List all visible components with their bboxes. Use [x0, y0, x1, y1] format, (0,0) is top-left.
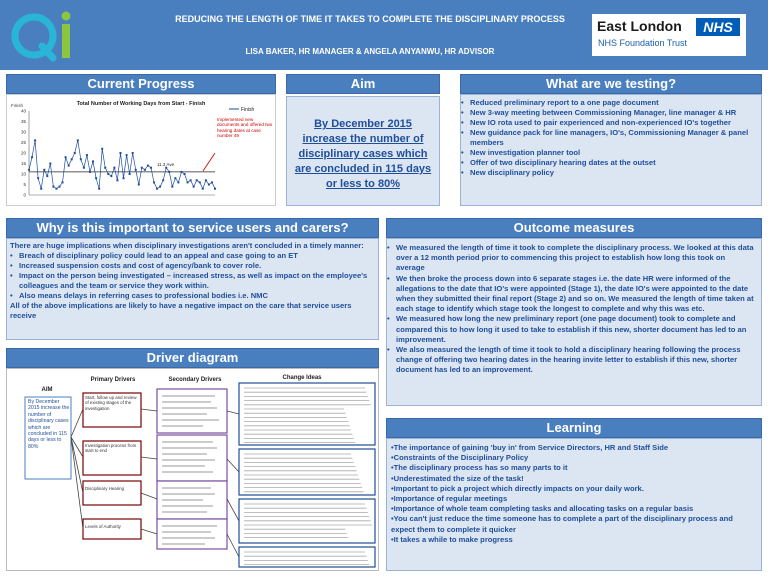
driver-col-change: Change Ideas: [282, 375, 322, 381]
why-item: • Increased suspension costs and cost of agency/bank to cover role.: [10, 261, 375, 271]
why-intro: There are huge implications when disciplinary investigations aren't concluded in a timely manner:: [10, 241, 364, 250]
data-point: [55, 188, 57, 190]
why-item: • Breach of disciplinary policy could lead to an appeal and case going to an ET: [10, 251, 375, 261]
data-point: [62, 181, 64, 183]
learning-item: •Important to pick a project which directly impacts on your daily work.: [391, 483, 644, 493]
data-point: [168, 171, 170, 173]
data-point: [193, 186, 195, 188]
y-tick-label: 15: [20, 161, 26, 166]
nhs-badge-icon: NHS: [696, 18, 740, 36]
primary-driver-3: Disciplinary Hearing: [85, 486, 125, 491]
data-point: [31, 156, 33, 158]
data-point: [104, 167, 106, 169]
aim-text: [287, 97, 439, 212]
data-point: [214, 188, 216, 190]
data-point: [144, 169, 146, 171]
testing-panel: [460, 94, 762, 206]
why-text: [7, 239, 378, 323]
testing-item: • Offer of two disciplinary hearing dates at the outset: [461, 158, 756, 168]
data-point: [80, 158, 82, 160]
testing-item: • New investigation planner tool: [461, 148, 756, 158]
driver-diagram: [6, 368, 379, 571]
logo-trust-name: East London: [597, 18, 682, 34]
learning-panel: [386, 438, 762, 571]
data-point: [58, 186, 60, 188]
data-point: [77, 139, 79, 141]
chart-annotation: Implemented new documents and offered two hearing dates at case number 49: [217, 117, 273, 139]
data-point: [89, 171, 91, 173]
data-point: [180, 171, 182, 173]
driver-heading: Driver diagram: [6, 348, 379, 368]
data-point: [199, 181, 201, 183]
data-point: [28, 169, 30, 171]
data-point: [190, 179, 192, 181]
outcome-list: [387, 239, 761, 380]
data-point: [119, 152, 121, 154]
data-point: [132, 152, 134, 154]
data-point: [174, 177, 176, 179]
current-progress-heading: Current Progress: [6, 74, 276, 94]
testing-item: • New guidance pack for line managers, IO's, Commissioning Manager & panel members: [461, 128, 756, 148]
data-point: [141, 167, 143, 169]
data-point: [110, 175, 112, 177]
data-point: [123, 177, 125, 179]
why-item: • Impact on the person being investigated – increased stress, as well as impact on the employee's colleagues and the team or service they work within.: [10, 271, 375, 291]
why-heading: Why is this important to service users and carers?: [6, 218, 379, 238]
data-point: [153, 181, 155, 183]
data-point: [37, 177, 39, 179]
data-point: [205, 179, 207, 181]
driver-col-aim: AIM: [41, 387, 53, 393]
legend-label: Finish: [241, 107, 255, 113]
y-tick-label: 5: [23, 182, 26, 187]
data-point: [49, 163, 51, 165]
run-chart-svg: [7, 95, 275, 205]
data-point: [101, 148, 103, 150]
why-outro: All of the above implications are likely to have a negative impact on the care that service users receive: [10, 301, 352, 320]
data-point: [138, 184, 140, 186]
data-point: [65, 156, 67, 158]
y-tick-label: 10: [20, 171, 26, 177]
outcome-item: • We measured the length of time it took to complete the disciplinary process. We looked at this data over a 12 month period prior to commencing this project to establish how long this took on average: [387, 243, 755, 274]
learning-item: •Importance of whole team completing tasks and allocating tasks on a regular basis: [391, 504, 694, 514]
data-point: [86, 154, 88, 156]
poster-header: [0, 0, 768, 70]
data-point: [98, 188, 100, 190]
data-point: [165, 167, 167, 169]
learning-item: •It takes a while to make progress: [391, 534, 513, 544]
outcome-heading: Outcome measures: [386, 218, 762, 238]
testing-list: [461, 95, 761, 181]
y-tick-label: 30: [20, 129, 26, 135]
data-point: [135, 169, 137, 171]
primary-driver-4: Levels of Authority: [85, 524, 121, 529]
driver-diagram-svg: [7, 369, 378, 570]
primary-driver-1: Start, follow up and review of existing stages of the investigation: [85, 395, 137, 411]
data-point: [116, 179, 118, 181]
data-point: [95, 177, 97, 179]
learning-heading: Learning: [386, 418, 762, 438]
why-list: [10, 251, 375, 301]
data-point: [211, 181, 213, 183]
learning-item: •You can't just reduce the time someone has to complete a part of the disciplinary process and expect them to complete it quicker: [391, 514, 733, 534]
data-point: [52, 186, 54, 188]
chart-title: Total Number of Working Days from Start - Finish: [76, 101, 206, 107]
data-point: [147, 165, 149, 167]
testing-heading: What are we testing?: [460, 74, 762, 94]
poster-title: REDUCING THE LENGTH OF TIME IT TAKES TO COMPLETE THE DISCIPLINARY PROCESS: [175, 14, 565, 24]
outcome-item: • We measured how long the new preliminary report (one page document) took to complete and compared this to how long it used to take to establish if this new, shorter document has led to an improvement.: [387, 314, 755, 345]
logo-trust-subtitle: NHS Foundation Trust: [598, 38, 688, 48]
data-point: [162, 179, 164, 181]
progress-chart: [6, 94, 276, 206]
y-tick-label: 0: [23, 192, 26, 198]
data-point: [46, 175, 48, 177]
driver-col-primary: Primary Drivers: [90, 377, 136, 383]
why-item: • Also means delays in referring cases to professional bodies i.e. NMC: [10, 291, 375, 301]
data-point: [129, 173, 131, 175]
data-point: [187, 181, 189, 183]
data-point: [171, 186, 173, 188]
secondary-driver-boxes: [157, 389, 227, 549]
data-point: [208, 184, 210, 186]
change-idea-box: [239, 547, 375, 567]
outcome-item: • We then broke the process down into 6 separate stages i.e. the date HR were informed of the allegations to the date that IO's were appointed (Stage 1), the date IO's were appointed to the date when they submitted their final report (Stage 2) and so on. We measured the length of time taken at each stage to identify which stage took the longest to complete and why this was etc.: [387, 274, 755, 315]
y-tick-label: 20: [20, 150, 26, 156]
chart-reference-label: 11.3 Ave: [157, 161, 175, 167]
annotation-arrow: [203, 153, 215, 171]
testing-item: • Reduced preliminary report to a one page document: [461, 98, 756, 108]
change-idea-box: [239, 449, 375, 495]
learning-item: •The disciplinary process has so many parts to it: [391, 463, 568, 473]
data-point: [92, 160, 94, 162]
y-tick-label: 25: [20, 140, 26, 145]
data-point: [43, 169, 45, 171]
aim-heading: Aim: [286, 74, 440, 94]
learning-item: •Constraints of the Disciplinary Policy: [391, 453, 529, 463]
data-point: [40, 188, 42, 190]
data-point: [126, 154, 128, 156]
aim-panel: [286, 96, 440, 206]
data-point: [74, 152, 76, 154]
data-point: [34, 139, 36, 141]
data-point: [107, 173, 109, 175]
nhs-logo: [592, 14, 746, 56]
outcome-item: • We also measured the length of time it took to hold a disciplinary hearing following the process change of offering two hearing dates in the hearing invite letter to establish if this new, shorter document has led to an improvement.: [387, 345, 755, 376]
why-panel: [6, 238, 379, 340]
learning-item: •Underestimated the size of the task!: [391, 473, 524, 483]
poster-authors: LISA BAKER, HR MANAGER & ANGELA ANYANWU, HR ADVISOR: [245, 47, 495, 56]
data-point: [202, 188, 204, 190]
learning-item: •The importance of gaining 'buy in' from Service Directors, HR and Staff Side: [391, 443, 669, 452]
aim-statement: By December 2015 increase the number of disciplinary cases which are concluded in 115 days or less to 80%: [294, 118, 432, 190]
y-tick-label: 40: [20, 108, 26, 114]
data-point: [71, 158, 73, 160]
data-point: [150, 167, 152, 169]
data-point: [196, 179, 198, 181]
data-point: [159, 186, 161, 188]
data-point: [177, 181, 179, 183]
data-point: [184, 173, 186, 175]
y-tick-label: 35: [20, 119, 26, 124]
outcome-panel: [386, 238, 762, 406]
learning-list: [387, 439, 761, 549]
primary-driver-2: Investigation process from start to end: [85, 443, 137, 454]
testing-item: • New 3-way meeting between Commissioning Manager, line manager & HR: [461, 108, 756, 118]
testing-item: • New disciplinary policy: [461, 168, 756, 178]
data-point: [83, 167, 85, 169]
learning-item: •Importance of regular meetings: [391, 494, 508, 504]
driver-aim-text: By December 2015 increase the number of disciplinary cases which are concluded in 115 days or less to 80%: [28, 399, 70, 450]
data-point: [156, 188, 158, 190]
chart-small-label: Finish: [11, 103, 24, 108]
driver-col-secondary: Secondary Drivers: [168, 377, 222, 383]
qi-logo-icon: [8, 6, 78, 64]
data-point: [113, 167, 115, 169]
testing-item: • New IO rota used to pair experienced and non-experienced IO's together: [461, 118, 756, 128]
data-point: [68, 165, 70, 167]
